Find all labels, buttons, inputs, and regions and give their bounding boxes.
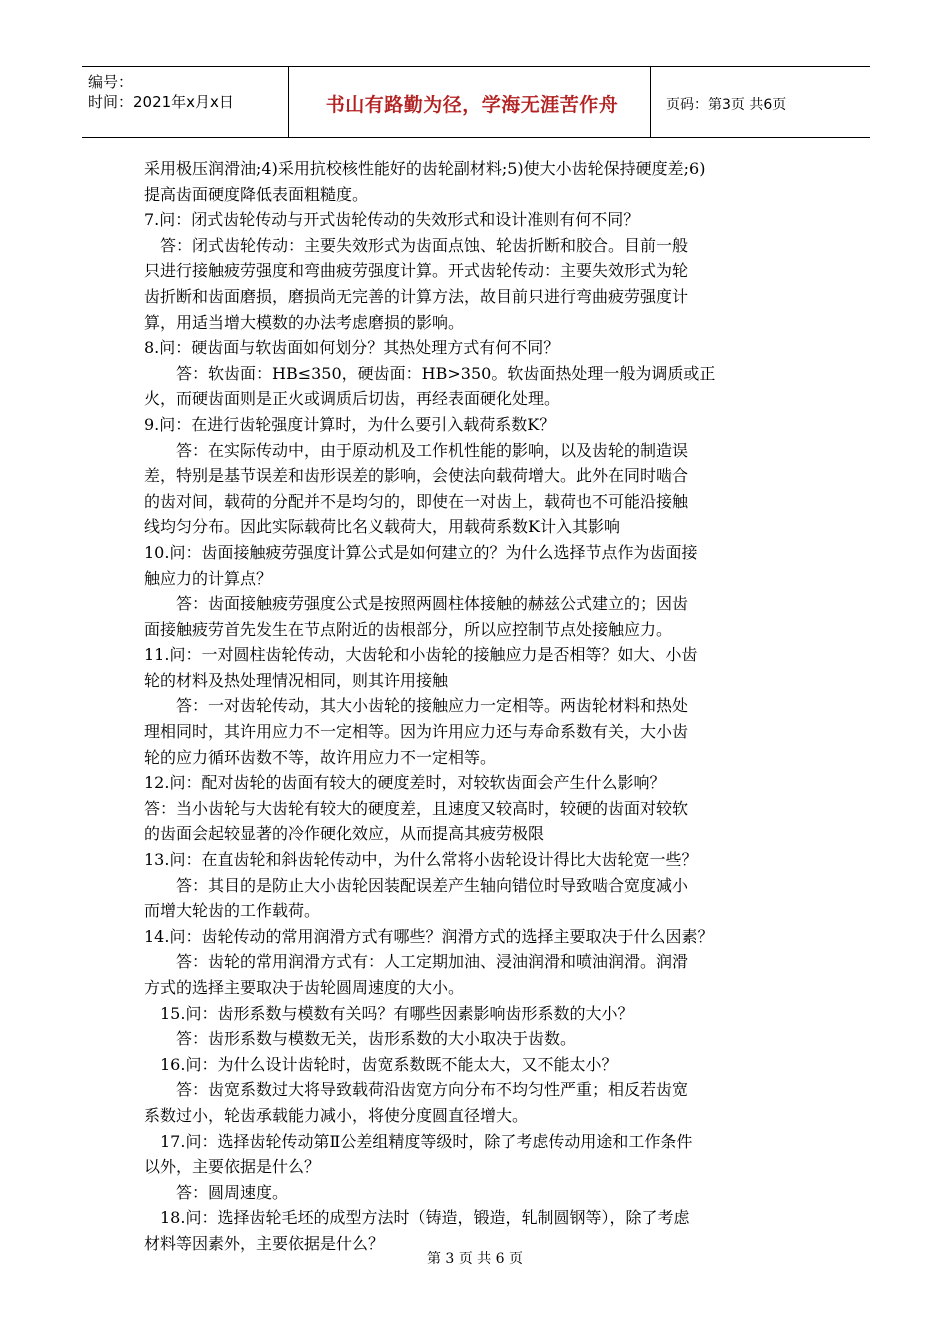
answer-line: 答：齿形系数与模数无关，齿形系数的大小取决于齿数。 — [176, 1029, 577, 1049]
question-line: 12.问：配对齿轮的齿面有较大的硬度差时，对较软齿面会产生什么影响？ — [144, 773, 666, 793]
date-label: 时间：2021年x月x日 — [88, 93, 234, 111]
body-line: 提高齿面硬度降低表面粗糙度。 — [144, 184, 369, 204]
body-line: 以外，主要依据是什么？ — [144, 1157, 321, 1177]
answer-line: 答：在实际传动中，由于原动机及工作机性能的影响，以及齿轮的制造误 — [176, 440, 689, 460]
header-top-rule — [82, 66, 870, 67]
question-line: 10.问：齿面接触疲劳强度计算公式是如何建立的？为什么选择节点作为齿面接 — [144, 542, 698, 562]
question-line: 13.问：在直齿轮和斜齿轮传动中，为什么常将小齿轮设计得比大齿轮宽一些？ — [144, 850, 698, 870]
body-line: 的齿对间，载荷的分配并不是均匀的，即使在一对齿上，载荷也不可能沿接触 — [144, 491, 689, 511]
question-line: 7.问：闭式齿轮传动与开式齿轮传动的失效形式和设计准则有何不同？ — [144, 210, 640, 230]
header-bottom-rule — [82, 137, 870, 138]
question-line: 11.问：一对圆柱齿轮传动，大齿轮和小齿轮的接触应力是否相等？如大、小齿 — [144, 645, 698, 665]
header-meta — [88, 72, 234, 112]
answer-line: 答：齿宽系数过大将导致载荷沿齿宽方向分布不均匀性严重；相反若齿宽 — [176, 1080, 689, 1100]
answer-line: 答：一对齿轮传动，其大小齿轮的接触应力一定相等。两齿轮材料和热处 — [176, 696, 689, 716]
answer-line: 答：闭式齿轮传动：主要失效形式为齿面点蚀、轮齿折断和胶合。目前一般 — [160, 235, 689, 255]
body-line: 理相同时，其许用应力不一定相等。因为许用应力还与寿命系数有关，大小齿 — [144, 722, 689, 742]
body-line: 差，特别是基节误差和齿形误差的影响，会使法向载荷增大。此外在同时啮合 — [144, 466, 689, 486]
answer-line: 答：当小齿轮与大齿轮有较大的硬度差，且速度又较高时，较硬的齿面对较软 — [144, 798, 689, 818]
serial-label: 编号： — [88, 73, 134, 91]
document-body — [144, 156, 806, 1257]
body-line: 轮的材料及热处理情况相同，则其许用接触 — [144, 670, 449, 690]
question-line: 8.问：硬齿面与软齿面如何划分？其热处理方式有何不同？ — [144, 338, 560, 358]
answer-line: 答：其目的是防止大小齿轮因装配误差产生轴向错位时导致啮合宽度减小 — [176, 875, 689, 895]
body-line: 轮的应力循环齿数不等，故许用应力不一定相等。 — [144, 747, 497, 767]
page-header — [82, 66, 870, 138]
body-line: 采用极压润滑油;4)采用抗校核性能好的齿轮副材料;5)使大小齿轮保持硬度差;6) — [144, 159, 706, 178]
question-line: 9.问：在进行齿轮强度计算时，为什么要引入载荷系数K？ — [144, 414, 556, 434]
header-divider — [288, 66, 289, 138]
answer-line: 答：圆周速度。 — [176, 1182, 289, 1202]
question-line: 16.问：为什么设计齿轮时，齿宽系数既不能太大，又不能太小？ — [160, 1054, 618, 1074]
question-line: 17.问：选择齿轮传动第Ⅱ公差组精度等级时，除了考虑传动用途和工作条件 — [160, 1131, 693, 1151]
body-line: 算，用适当增大模数的办法考虑磨损的影响。 — [144, 312, 465, 332]
header-divider — [650, 66, 651, 138]
page-footer: 第 3 页 共 6 页 — [426, 1251, 524, 1267]
question-line: 18.问：选择齿轮毛坯的成型方法时（铸造，锻造，轧制圆钢等），除了考虑 — [160, 1208, 690, 1228]
header-motto: 书山有路勤为径，学海无涯苦作舟 — [325, 94, 619, 116]
body-line: 线均匀分布。因此实际载荷比名义载荷大，用载荷系数K计入其影响 — [144, 517, 620, 537]
body-line: 触应力的计算点？ — [144, 568, 273, 588]
body-line: 系数过小，轮齿承载能力减小，将使分度圆直径增大。 — [144, 1105, 529, 1125]
answer-line: 答：齿面接触疲劳强度公式是按照两圆柱体接触的赫兹公式建立的；因齿 — [176, 594, 689, 614]
body-line: 方式的选择主要取决于齿轮圆周速度的大小。 — [144, 978, 465, 997]
question-line: 14.问：齿轮传动的常用润滑方式有哪些？润滑方式的选择主要取决于什么因素？ — [144, 926, 714, 946]
question-line: 15.问：齿形系数与模数有关吗？有哪些因素影响齿形系数的大小？ — [160, 1003, 634, 1023]
body-line: 只进行接触疲劳强度和弯曲疲劳强度计算。开式齿轮传动：主要失效形式为轮 — [144, 261, 689, 281]
body-line: 面接触疲劳首先发生在节点附近的齿根部分，所以应控制节点处接触应力。 — [144, 619, 673, 639]
body-line: 而增大轮齿的工作载荷。 — [144, 901, 321, 921]
header-page-info: 页码：第3页 共6页 — [666, 97, 787, 113]
answer-line: 答：软齿面：HB≤350，硬齿面：HB>350。软齿面热处理一般为调质或正 — [176, 363, 716, 383]
body-line: 的齿面会起较显著的冷作硬化效应，从而提高其疲劳极限 — [144, 824, 545, 844]
body-line: 火，而硬齿面则是正火或调质后切齿，再经表面硬化处理。 — [144, 389, 561, 409]
body-line: 齿折断和齿面磨损，磨损尚无完善的计算方法，故目前只进行弯曲疲劳强度计 — [144, 286, 689, 306]
body-line: 材料等因素外，主要依据是什么？ — [144, 1233, 385, 1253]
answer-line: 答：齿轮的常用润滑方式有：人工定期加油、浸油润滑和喷油润滑。润滑 — [176, 952, 689, 972]
